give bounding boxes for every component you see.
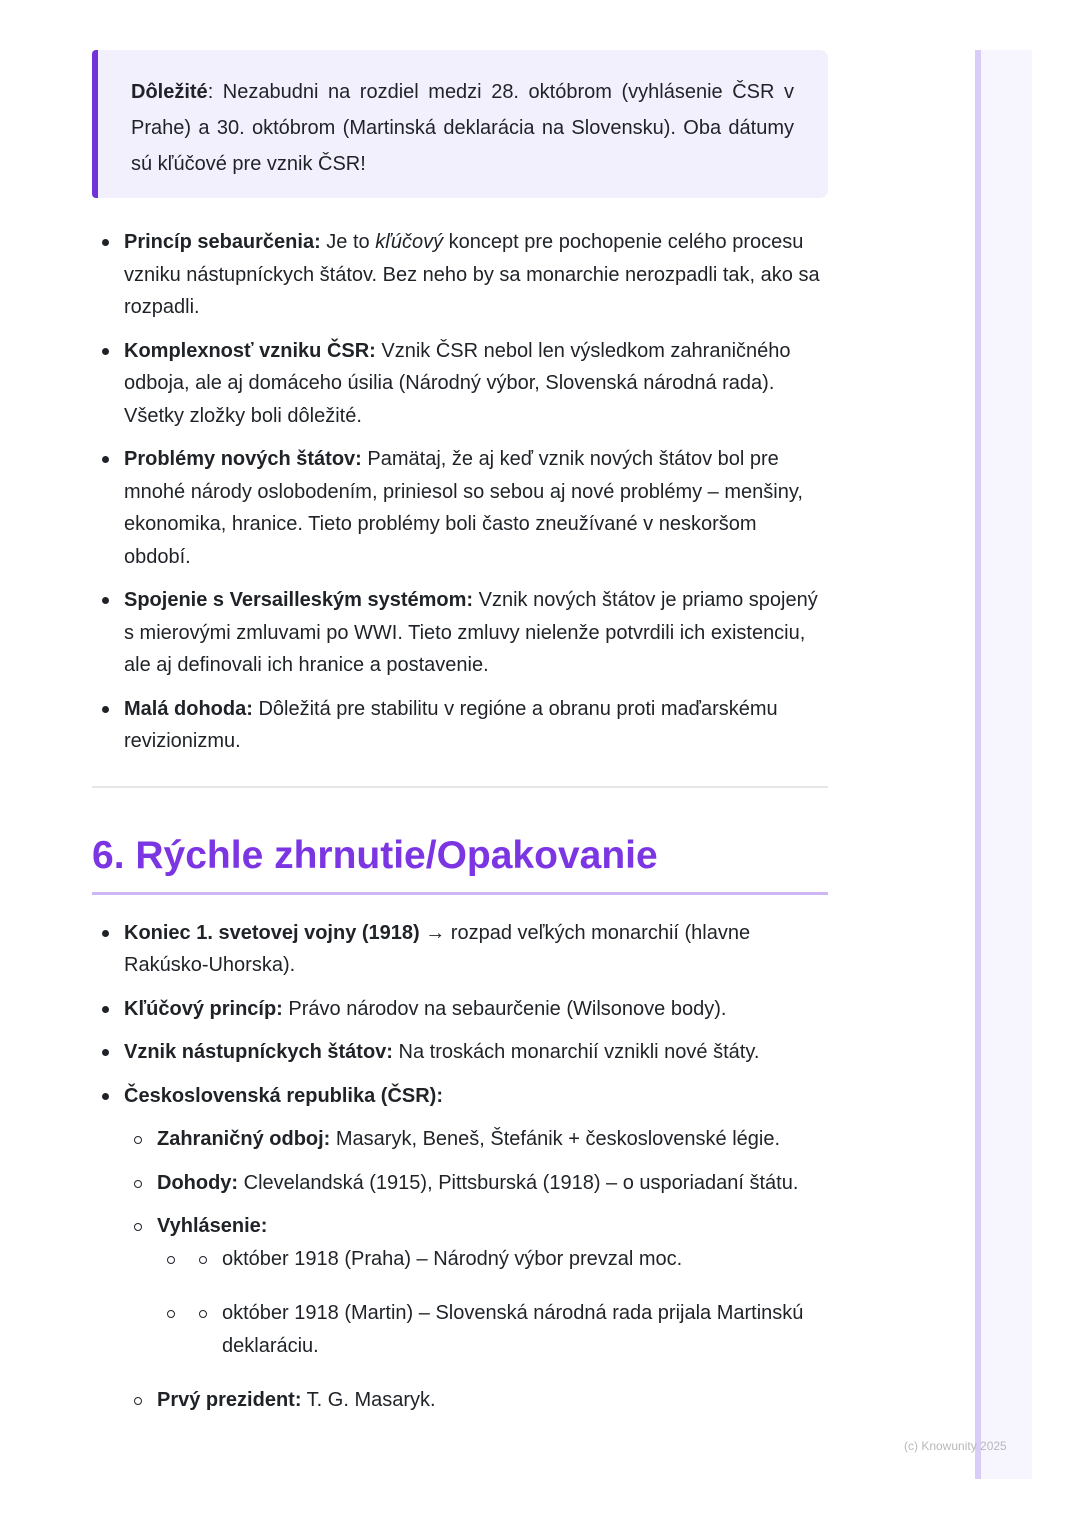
list-item: [92, 443, 828, 573]
sub-list-item: [124, 1123, 828, 1156]
sub-sub-item-text: október 1918 (Martin) – Slovenská národná rada prijala Martinskú deklaráciu.: [222, 1302, 804, 1357]
page-side-margin: [975, 50, 1032, 1479]
section-heading: 6. Rýchle zhrnutie/Opakovanie: [92, 830, 828, 895]
list-item: [92, 917, 828, 982]
list-item-text: Pamätaj, že aj keď vznik nových štátov bol pre mnohé národy oslobodením, priniesol so sebou aj nové problémy – menšiny, ekonomika, hranice. Tieto problémy boli často zneužívané v neskoršom období.: [124, 448, 803, 568]
list-item-text: Je to: [320, 231, 376, 253]
list-item: [92, 993, 828, 1026]
circle-bullet-icon: [199, 1310, 207, 1318]
list-item-text: Na troskách monarchií vznikli nové štáty.: [392, 1041, 760, 1063]
list-item-emphasis: kľúčový: [375, 231, 444, 253]
circle-bullet-icon: [199, 1256, 207, 1264]
list-item: [92, 1080, 828, 1417]
list-item: [92, 1036, 828, 1069]
sub-sub-list-item: [157, 1243, 828, 1276]
list-item: [92, 226, 828, 324]
summary-list: [92, 917, 828, 1417]
list-item: [92, 584, 828, 682]
list-item-title: Spojenie s Versailleským systémom:: [124, 589, 474, 611]
declaration-sublist: [157, 1243, 828, 1363]
sub-list-item: [124, 1210, 828, 1362]
list-item-title: Československá republika (ČSR):: [124, 1084, 443, 1107]
sub-list-item: [124, 1384, 828, 1417]
sub-item-text: Masaryk, Beneš, Štefánik + československé légie.: [330, 1128, 781, 1150]
list-item-title: Problémy nových štátov:: [124, 448, 362, 470]
copyright-notice: (c) Knowunity 2025: [904, 1439, 1007, 1453]
list-item-text: Právo národov na sebaurčenie (Wilsonove body).: [282, 997, 727, 1020]
key-points-list: [92, 226, 828, 758]
list-item-text: Vznik nových štátov je priamo spojený s mierovými zmluvami po WWI. Tieto zmluvy nielenže potvrdili ich existenciu, ale aj definovali ich hranice a postavenie.: [124, 589, 818, 676]
list-item-text: Dôležitá pre stabilitu v regióne a obranu proti maďarskému revizionizmu.: [124, 697, 778, 752]
list-item-title: Vznik nástupníckych štátov:: [124, 1041, 393, 1063]
sub-item-title: Zahraničný odboj:: [157, 1128, 331, 1150]
sub-item-text: T. G. Masaryk.: [301, 1389, 436, 1411]
sub-item-title: Vyhlásenie:: [157, 1215, 268, 1237]
list-item-title: Malá dohoda:: [124, 697, 253, 720]
csr-sublist: [124, 1123, 828, 1417]
list-item-title: Princíp sebaurčenia:: [124, 231, 321, 253]
list-item-text: Vznik ČSR nebol len výsledkom zahraničného odboja, ale aj domáceho úsilia (Národný výbor, Slovenská národná rada). Všetky zložky boli dôležité.: [124, 339, 791, 427]
list-item-title: Kľúčový princíp:: [124, 997, 283, 1020]
circle-bullet-icon: [167, 1256, 175, 1264]
list-item-text: → rozpad veľkých monarchií (hlavne Rakúsko-Uhorska).: [124, 921, 751, 976]
callout-text: : Nezabudni na rozdiel medzi 28. októbrom (vyhlásenie ČSR v Prahe) a 30. októbrom (Martinská deklarácia na Slovensku). Oba dátumy sú kľúčové pre vznik ČSR!: [131, 81, 794, 175]
section-divider: [92, 786, 828, 788]
page-content: [92, 50, 828, 1428]
list-item: [92, 693, 828, 758]
sub-item-text: Clevelandská (1915), Pittsburská (1918) – o usporiadaní štátu.: [238, 1171, 799, 1194]
sub-sub-item-text: október 1918 (Praha) – Národný výbor prevzal moc.: [222, 1247, 683, 1270]
circle-bullet-icon: [167, 1310, 175, 1318]
sub-sub-list-item: [157, 1297, 828, 1362]
list-item-title: Komplexnosť vzniku ČSR:: [124, 339, 376, 362]
list-item-text: koncept pre pochopenie celého procesu vzniku nástupníckych štátov. Bez neho by sa monarchie nerozpadli tak, ako sa rozpadli.: [124, 231, 820, 318]
sub-item-title: Dohody:: [157, 1171, 239, 1194]
sub-list-item: [124, 1167, 828, 1200]
callout-label: Dôležité: [131, 81, 208, 103]
important-callout: [92, 50, 828, 198]
list-item-title: Koniec 1. svetovej vojny (1918): [124, 921, 420, 944]
list-item: [92, 335, 828, 433]
side-accent-line: [975, 50, 981, 1479]
sub-item-title: Prvý prezident:: [157, 1389, 302, 1411]
